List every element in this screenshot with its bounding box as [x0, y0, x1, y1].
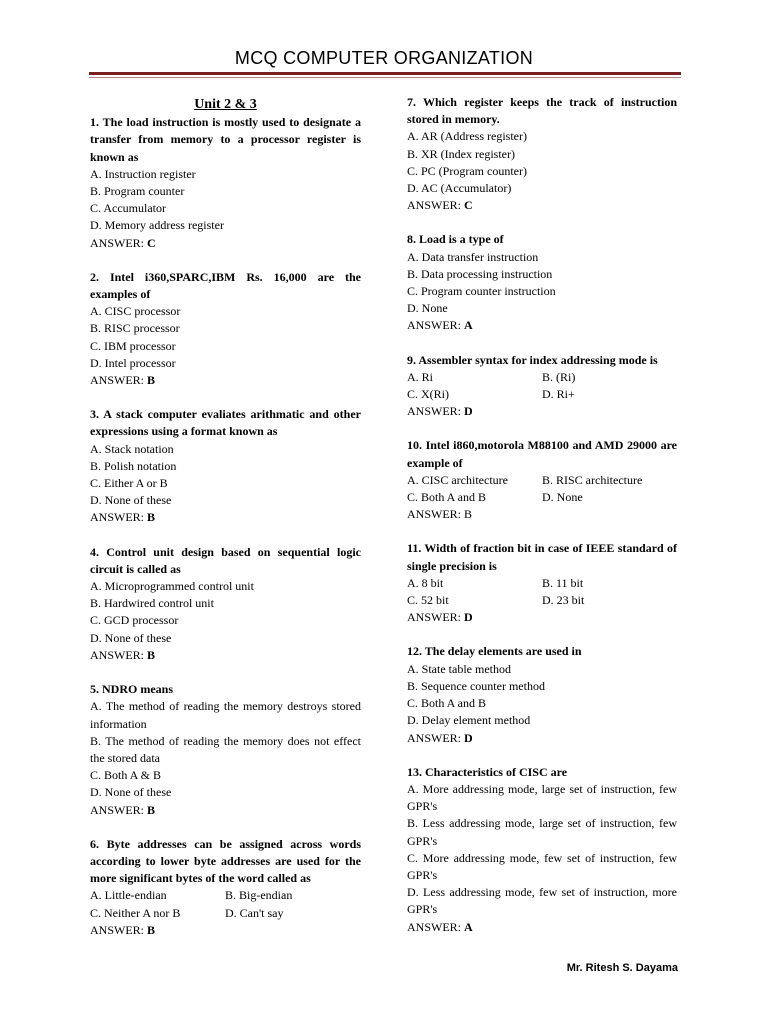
question-text: 8. Load is a type of — [407, 232, 504, 247]
answer-label: ANSWER: — [407, 404, 464, 419]
question-text: 6. Byte addresses can be assigned across words according to lower byte addresses are used for the more significant bytes of the word called as — [90, 836, 361, 886]
answer-value: B — [147, 647, 156, 662]
option-a: A. Data transfer instruction — [407, 249, 539, 264]
option-row — [407, 489, 677, 506]
answer-value: C — [464, 198, 473, 213]
option-b: B. 11 bit — [542, 575, 584, 590]
answer-value: A — [464, 919, 473, 934]
answer-label: ANSWER: — [90, 235, 147, 250]
option-c: C. Both A and B — [407, 696, 487, 711]
option-row — [407, 369, 677, 386]
option-a: A. Ri — [407, 369, 434, 384]
left-column — [90, 94, 361, 956]
option-d: D. Can't say — [225, 905, 284, 920]
question-12 — [407, 643, 677, 746]
option-c: C. X(Ri) — [407, 387, 449, 402]
author-footer: Mr. Ritesh S. Dayama — [566, 962, 678, 974]
option-d: D. None of these — [90, 493, 172, 508]
question-text: 4. Control unit design based on sequential logic circuit is called as — [90, 544, 361, 576]
option-c: C. Both A & B — [90, 768, 162, 783]
option-d: D. Memory address register — [90, 218, 224, 233]
answer-value: C — [147, 235, 156, 250]
option-d: D. None of these — [90, 630, 172, 645]
option-b: B. Data processing instruction — [407, 266, 553, 281]
option-c: C. Program counter instruction — [407, 284, 556, 299]
question-text: 3. A stack computer evaliates arithmatic and other expressions using a format known as — [90, 407, 361, 439]
option-d: D. 23 bit — [542, 593, 585, 608]
option-a: A. Instruction register — [90, 166, 196, 181]
answer-value: B — [147, 802, 156, 817]
option-a: A. More addressing mode, large set of instruction, few GPR's — [407, 781, 677, 814]
question-text: 11. Width of fraction bit in case of IEEE standard of single precision is — [407, 541, 677, 573]
header-rule — [89, 72, 681, 75]
option-row — [407, 386, 677, 403]
answer-line — [90, 372, 361, 389]
question-text: 12. The delay elements are used in — [407, 644, 582, 659]
answer-value: A — [464, 318, 473, 333]
unit-heading: Unit 2 & 3 — [194, 97, 257, 112]
answer-value: D — [464, 730, 473, 745]
option-b: B. XR (Index register) — [407, 146, 515, 161]
answer-label: ANSWER: — [90, 510, 147, 525]
document-title: MCQ COMPUTER ORGANIZATION — [234, 48, 534, 68]
answer-line — [90, 509, 361, 526]
option-c: C. Accumulator — [90, 201, 166, 216]
answer-label: ANSWER: — [407, 919, 464, 934]
option-c: C. Either A or B — [90, 476, 168, 491]
option-row — [407, 472, 677, 489]
option-d: D. Less addressing mode, few set of instruction, more GPR's — [407, 885, 677, 917]
answer-label: ANSWER: — [407, 198, 464, 213]
option-a: A. CISC processor — [90, 304, 181, 319]
option-a: A. State table method — [407, 661, 511, 676]
question-6 — [90, 836, 361, 939]
option-c: C. Neither A nor B — [90, 905, 181, 920]
answer-line — [407, 317, 677, 334]
option-c: C. Both A and B — [407, 490, 487, 505]
answer-line — [90, 647, 361, 664]
option-a: A. AR (Address register) — [407, 129, 527, 144]
answer-value: D — [464, 404, 473, 419]
answer-value: B — [147, 922, 156, 937]
question-text: 10. Intel i860,motorola M88100 and AMD 29000 are example of — [407, 438, 677, 470]
option-b: B. Polish notation — [90, 458, 177, 473]
answer-line — [407, 609, 677, 626]
option-c: C. GCD processor — [90, 613, 179, 628]
option-row — [90, 905, 361, 922]
answer-label: ANSWER: B — [407, 507, 473, 522]
option-d: D. Delay element method — [407, 713, 531, 728]
answer-label: ANSWER: — [90, 922, 147, 937]
option-a: A. Stack notation — [90, 441, 174, 456]
answer-line — [407, 919, 677, 936]
option-c: C. IBM processor — [90, 338, 176, 353]
option-d: D. Intel processor — [90, 355, 176, 370]
right-column — [407, 94, 677, 953]
option-b: B. The method of reading the memory does not effect the stored data — [90, 733, 361, 765]
answer-value: D — [464, 610, 473, 625]
question-9 — [407, 352, 677, 421]
option-b: B. (Ri) — [542, 369, 576, 384]
option-d: D. None of these — [90, 785, 172, 800]
answer-label: ANSWER: — [90, 802, 147, 817]
option-b: B. Hardwired control unit — [90, 596, 214, 611]
question-text: 7. Which register keeps the track of instruction stored in memory. — [407, 95, 677, 127]
option-a: A. 8 bit — [407, 575, 444, 590]
option-c: C. PC (Program counter) — [407, 163, 527, 178]
question-7 — [407, 94, 677, 214]
answer-label: ANSWER: — [407, 318, 464, 333]
question-2 — [90, 269, 361, 389]
question-8 — [407, 231, 677, 334]
option-d: D. None — [542, 490, 583, 505]
answer-label: ANSWER: — [90, 647, 147, 662]
option-a: A. Microprogrammed control unit — [90, 579, 254, 594]
question-4 — [90, 544, 361, 664]
answer-line — [407, 197, 677, 214]
answer-line — [407, 506, 677, 523]
question-text: 13. Characteristics of CISC are — [407, 764, 568, 779]
option-a: A. The method of reading the memory destroys stored information — [90, 699, 361, 731]
answer-label: ANSWER: — [90, 373, 147, 388]
answer-label: ANSWER: — [407, 730, 464, 745]
answer-line — [90, 802, 361, 819]
question-11 — [407, 540, 677, 626]
option-b: B. Big-endian — [225, 888, 293, 903]
answer-value: B — [147, 373, 156, 388]
option-d: D. None — [407, 301, 448, 316]
option-a: A. Little-endian — [90, 888, 167, 903]
option-row — [407, 592, 677, 609]
option-b: B. RISC processor — [90, 321, 180, 336]
option-b: B. Less addressing mode, large set of instruction, few GPR's — [407, 816, 677, 848]
question-1 — [90, 114, 361, 252]
option-d: D. AC (Accumulator) — [407, 181, 512, 196]
option-b: B. Program counter — [90, 184, 185, 199]
answer-line — [407, 730, 677, 747]
option-b: B. Sequence counter method — [407, 678, 545, 693]
question-text: 5. NDRO means — [90, 682, 173, 697]
option-a: A. CISC architecture — [407, 472, 508, 487]
answer-line — [90, 235, 361, 252]
option-row — [90, 887, 361, 904]
answer-label: ANSWER: — [407, 610, 464, 625]
option-row — [407, 575, 677, 592]
question-text: 2. Intel i360,SPARC,IBM Rs. 16,000 are the examples of — [90, 269, 361, 302]
option-c: C. More addressing mode, few set of instruction, few GPR's — [407, 850, 677, 882]
question-5 — [90, 681, 361, 819]
question-10 — [407, 437, 677, 523]
option-b: B. RISC architecture — [542, 472, 643, 487]
question-3 — [90, 406, 361, 526]
question-13 — [407, 764, 677, 936]
question-text: 1. The load instruction is mostly used to designate a transfer from memory to a processor register is known as — [90, 115, 361, 164]
answer-line — [407, 403, 677, 420]
answer-value: B — [147, 510, 156, 525]
option-d: D. Ri+ — [542, 387, 575, 402]
header-rule-thin — [89, 77, 681, 78]
question-text: 9. Assembler syntax for index addressing mode is — [407, 352, 658, 367]
option-c: C. 52 bit — [407, 593, 449, 608]
answer-line — [90, 922, 361, 939]
